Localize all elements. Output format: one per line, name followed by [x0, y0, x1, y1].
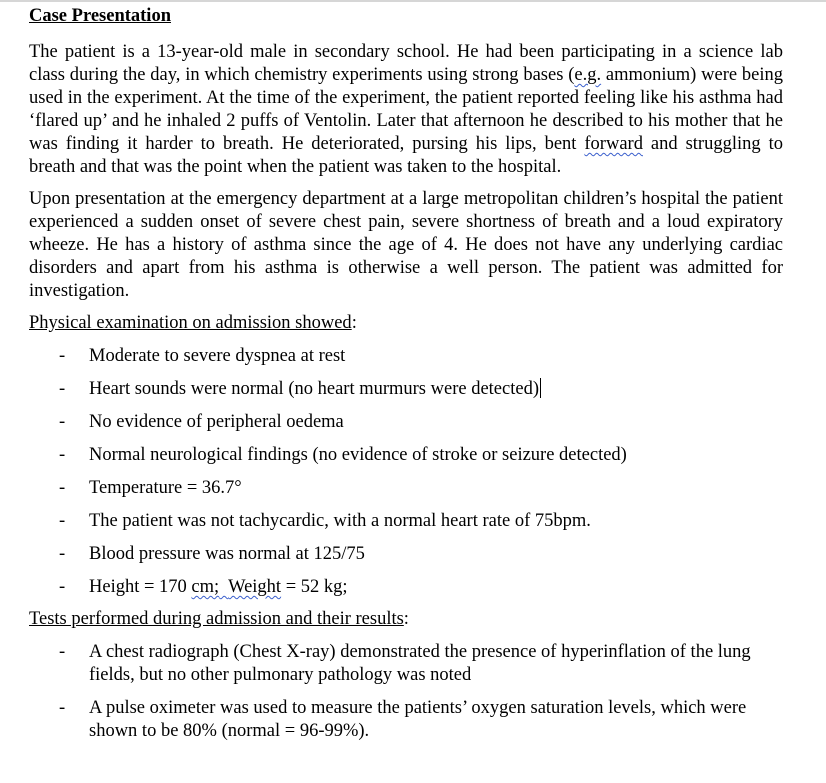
spellcheck-eg[interactable]: e.g.	[574, 65, 602, 85]
spellcheck-gap[interactable]	[219, 577, 228, 597]
paragraph1-text-a: The patient is a 13-year-old male in secondary school. He had been participating in a science lab class during the day, in which chemistry experiments using strong bases (	[29, 42, 783, 85]
case-paragraph-1	[29, 41, 783, 179]
list-item-text: Normal neurological findings (no evidence of stroke or seizure detected)	[89, 445, 627, 465]
list-item-text: A pulse oximeter was used to measure the patients’ oxygen saturation levels, which were shown to be 80% (normal = 96-99%).	[89, 698, 747, 741]
spellcheck-forward[interactable]: forward	[584, 134, 643, 154]
list-item-measurements	[29, 576, 783, 599]
weight-value: = 52 kg;	[281, 577, 348, 597]
document-page[interactable]	[29, 0, 783, 743]
list-item-text: No evidence of peripheral oedema	[89, 412, 344, 432]
case-paragraph-2: Upon presentation at the emergency department at a large metropolitan children’s hospital the patient experienced a sudden onset of severe chest pain, severe shortness of breath and a loud expiratory wheeze. He has a history of asthma since the age of 4. He does not have any underlying cardiac disorders and apart from his asthma is otherwise a well person. The patient was admitted for investigation.	[29, 189, 783, 301]
dash-bullet: -	[59, 642, 66, 662]
physical-exam-heading-text: Physical examination on admission showed	[29, 313, 352, 333]
dash-bullet: -	[59, 511, 66, 531]
spellcheck-cm[interactable]: cm;	[191, 577, 220, 597]
tests-heading-colon: :	[403, 609, 409, 629]
tests-heading	[29, 608, 783, 631]
paragraph1-text-c: and struggling to breath and that was the point when the patient was taken to the hospital.	[29, 134, 783, 177]
list-item-text: Moderate to severe dyspnea at rest	[89, 346, 346, 366]
dash-bullet: -	[59, 577, 66, 597]
dash-bullet: -	[59, 379, 66, 399]
list-item-text: Temperature = 36.7°	[89, 478, 242, 498]
case-presentation-heading: Case Presentation	[29, 6, 171, 26]
list-item	[29, 543, 783, 566]
tests-heading-text: Tests performed during admission and their results	[29, 609, 404, 629]
list-item-text: Blood pressure was normal at 125/75	[89, 544, 365, 564]
list-item	[29, 477, 783, 500]
list-item	[29, 411, 783, 434]
list-item	[29, 345, 783, 368]
dash-bullet: -	[59, 478, 66, 498]
spellcheck-weight[interactable]: Weight	[228, 577, 282, 597]
dash-bullet: -	[59, 544, 66, 564]
dash-bullet: -	[59, 698, 66, 718]
list-item-text: Heart sounds were normal (no heart murmurs were detected)	[89, 379, 539, 399]
list-item-text: The patient was not tachycardic, with a normal heart rate of 75bpm.	[89, 511, 591, 531]
tests-list	[29, 641, 783, 743]
dash-bullet: -	[59, 445, 66, 465]
text-cursor	[540, 378, 541, 398]
paragraph1-text-b: ammonium) were being used in the experiment. At the time of the experiment, the patient reported feeling like his asthma had ‘flared up’ and he inhaled 2 puffs of Ventolin. Later that afternoon he described to his mother that he was finding it harder to breath. He deteriorated, pursing his lips, bent	[29, 65, 783, 154]
list-item	[29, 697, 783, 743]
physical-exam-list	[29, 345, 783, 599]
dash-bullet: -	[59, 346, 66, 366]
dash-bullet: -	[59, 412, 66, 432]
list-item	[29, 510, 783, 533]
physical-exam-heading	[29, 312, 783, 335]
height-label: Height = 170	[89, 577, 192, 597]
list-item	[29, 444, 783, 467]
list-item-text: A chest radiograph (Chest X-ray) demonstrated the presence of hyperinflation of the lung fields, but no other pulmonary pathology was noted	[89, 642, 751, 685]
list-item	[29, 378, 783, 401]
physical-exam-heading-colon: :	[351, 313, 357, 333]
list-item	[29, 641, 783, 687]
